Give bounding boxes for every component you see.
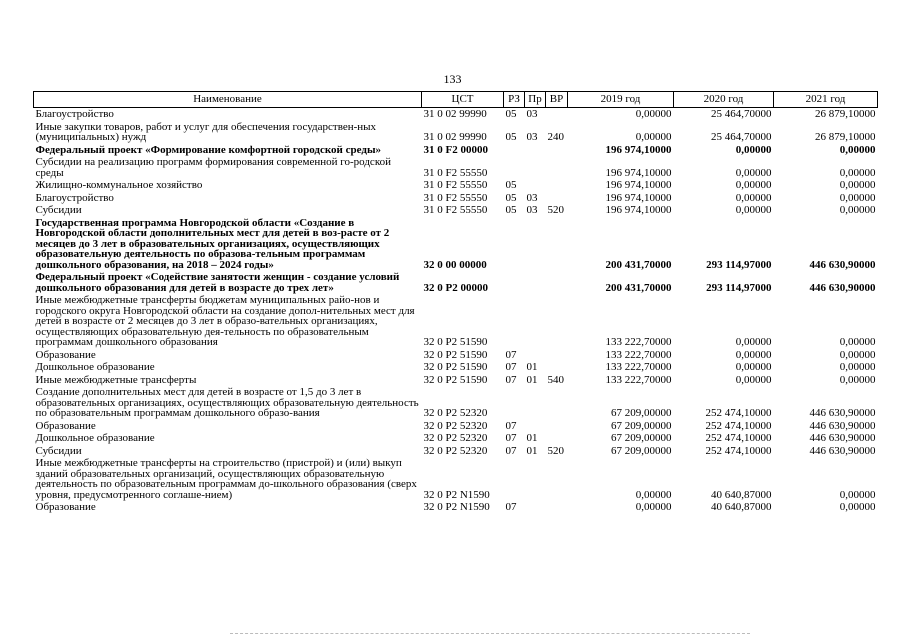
- cell-y2020: 0,00000: [735, 143, 772, 156]
- table-row: [34, 192, 878, 205]
- cell-pr: [525, 156, 546, 179]
- cell-y2021: 446 630,90000: [809, 444, 876, 457]
- cell-y2020: 0,00000: [735, 204, 772, 216]
- cell-pr: [525, 501, 546, 514]
- cell-cst: 32 0 P2 52320: [423, 432, 488, 444]
- cell-rz: 07: [505, 348, 517, 361]
- table-row: [34, 121, 878, 144]
- cell-y2019: 196 974,10000: [605, 191, 672, 204]
- cell-cst: 31 0 F2 55550: [423, 204, 488, 216]
- cell-rz: 05: [505, 191, 517, 204]
- cell-rz: [504, 156, 525, 179]
- cell-name: Образование: [35, 501, 96, 513]
- cell-name: Благоустройство: [35, 191, 114, 204]
- cell-name: Иные межбюджетные трансферты бюджетам муниципальных райо-нов и городского округа Новгородской области на создание допол-нительных мест для детей в возрасте от 2 месяцев до 3 лет в образо-вательных организациях, осуществляющих образовательную дея-тельность по образовательным программам дошкольного образования: [35, 294, 415, 348]
- cell-y2020: 0,00000: [735, 191, 772, 204]
- cell-name: Федеральный проект «Содействие занятости женщин - создание условий дошкольного образования для детей в возрасте до трех лет»: [35, 271, 400, 294]
- cell-cst: 31 0 F2 00000: [423, 143, 488, 156]
- cell-rz: 07: [505, 361, 517, 373]
- cell-y2021: 0,00000: [839, 166, 876, 179]
- cell-cst: 31 0 F2 55550: [423, 191, 488, 204]
- cell-vr: [546, 192, 568, 205]
- table-row: [34, 445, 878, 458]
- table-row: [34, 501, 878, 514]
- cell-pr: [525, 420, 546, 433]
- cell-y2021: 0,00000: [839, 488, 876, 501]
- cell-pr: [525, 179, 546, 192]
- cell-y2021: 446 630,90000: [809, 432, 876, 444]
- cell-y2020: 0,00000: [735, 361, 772, 373]
- cell-vr: 520: [547, 204, 564, 216]
- cell-pr: 03: [526, 191, 538, 204]
- table-row: [34, 386, 878, 420]
- cell-y2020: 293 114,97000: [706, 281, 772, 294]
- cell-y2021: 0,00000: [839, 336, 876, 348]
- cell-y2021: 0,00000: [839, 361, 876, 373]
- cell-y2021: 0,00000: [839, 373, 876, 386]
- table-row: [34, 361, 878, 374]
- cell-vr: [546, 432, 568, 445]
- cell-cst: 32 0 P2 N1590: [423, 488, 490, 501]
- cell-pr: 01: [526, 373, 538, 386]
- cell-y2020: 40 640,87000: [711, 488, 772, 501]
- cell-pr: 03: [526, 108, 538, 120]
- cell-rz: [504, 294, 525, 349]
- cell-rz: 05: [505, 179, 517, 191]
- cell-pr: 01: [526, 444, 538, 457]
- table-row: [34, 374, 878, 387]
- cell-y2020: 0,00000: [735, 348, 772, 361]
- cell-vr: [546, 457, 568, 501]
- header-cst: ЦСТ: [422, 92, 504, 108]
- cell-rz: [504, 271, 525, 294]
- cell-cst: 31 0 02 99990: [423, 108, 487, 120]
- cell-y2019: 133 222,70000: [605, 336, 672, 348]
- cell-cst: 32 0 P2 00000: [423, 281, 488, 294]
- cell-name: Субсидии: [35, 204, 82, 216]
- cell-y2020: 252 474,10000: [705, 444, 772, 457]
- header-name: Наименование: [34, 92, 422, 108]
- cell-name: Иные межбюджетные трансферты на строительство (пристрой) и (или) выкуп зданий образовательных организаций, осуществляющих образовательную деятельность по образовательным программам до-школьного образования (сверх уровня, предусмотренного соглаше-нием): [35, 457, 417, 501]
- cell-y2020: 25 464,70000: [711, 108, 772, 120]
- cell-vr: [546, 386, 568, 420]
- cell-y2021: 0,00000: [839, 501, 876, 513]
- header-2020: 2020 год: [674, 92, 774, 108]
- table-row: [34, 294, 878, 349]
- cell-y2020: 293 114,97000: [706, 258, 772, 271]
- cell-y2019: 67 209,00000: [611, 432, 672, 444]
- cell-rz: [504, 457, 525, 501]
- cell-y2019: 196 974,10000: [605, 143, 672, 156]
- cell-y2019: 200 431,70000: [605, 281, 672, 294]
- cell-pr: [525, 294, 546, 349]
- cell-cst: 32 0 00 00000: [423, 258, 487, 271]
- cell-y2021: 0,00000: [839, 179, 876, 191]
- cell-vr: [546, 108, 568, 121]
- cell-y2020: 252 474,10000: [705, 432, 772, 444]
- cell-cst: 32 0 P2 52320: [423, 444, 488, 457]
- cell-y2021: 446 630,90000: [809, 419, 876, 432]
- cell-vr: [546, 420, 568, 433]
- cell-y2019: 0,00000: [635, 108, 672, 120]
- cell-name: Государственная программа Новгородской области «Создание в Новгородской области дополнительных мест для детей в воз-расте от 2 месяцев до 3 лет в образовательных организациях, осуществляющих образовательную деятельность по образова-тельным программам дошкольного образования, на 2018 – 2024 годы»: [35, 216, 390, 271]
- cell-name: Субсидии на реализацию программ формирования современной го-родской среды: [35, 156, 391, 179]
- cell-name: Дошкольное образование: [35, 361, 155, 373]
- cell-y2020: 0,00000: [735, 179, 772, 191]
- cell-rz: 05: [505, 108, 517, 120]
- cell-cst: 32 0 P2 51590: [423, 336, 488, 348]
- table-body: [34, 108, 878, 514]
- cell-name: Образование: [35, 348, 96, 361]
- cell-y2021: 446 630,90000: [809, 281, 876, 294]
- cell-y2020: 0,00000: [735, 166, 772, 179]
- cell-y2019: 200 431,70000: [605, 258, 672, 271]
- cell-vr: [546, 179, 568, 192]
- table-row: [34, 420, 878, 433]
- cell-name: Федеральный проект «Формирование комфортной городской среды»: [35, 143, 382, 156]
- cell-vr: [546, 271, 568, 294]
- header-2021: 2021 год: [774, 92, 878, 108]
- cell-cst: 32 0 P2 51590: [423, 361, 488, 373]
- cell-y2019: 196 974,10000: [605, 204, 672, 216]
- cell-name: Благоустройство: [35, 108, 114, 120]
- cell-y2020: 40 640,87000: [711, 501, 772, 513]
- cell-cst: 32 0 P2 52320: [423, 419, 488, 432]
- cell-cst: 31 0 02 99990: [423, 131, 487, 143]
- cell-y2019: 67 209,00000: [611, 407, 672, 419]
- cell-cst: 32 0 P2 51590: [423, 373, 488, 386]
- cell-rz: 05: [505, 131, 517, 143]
- cell-vr: 540: [547, 373, 564, 386]
- cell-pr: 01: [526, 432, 538, 444]
- cell-name: Жилищно-коммунальное хозяйство: [35, 179, 203, 191]
- cell-name: Иные межбюджетные трансферты: [35, 373, 197, 386]
- cell-y2021: 26 879,10000: [815, 131, 876, 143]
- cell-pr: [525, 271, 546, 294]
- cell-cst: 32 0 P2 51590: [423, 348, 488, 361]
- budget-table: [33, 91, 878, 514]
- cell-vr: [546, 144, 568, 157]
- cell-pr: [525, 386, 546, 420]
- page-edge-trace: [230, 633, 750, 636]
- cell-y2020: 252 474,10000: [705, 407, 772, 419]
- cell-cst: 32 0 P2 52320: [423, 407, 488, 419]
- cell-pr: [525, 349, 546, 362]
- table-header: [34, 92, 878, 108]
- table-row: [34, 144, 878, 157]
- cell-rz: [504, 144, 525, 157]
- cell-vr: [546, 361, 568, 374]
- cell-vr: [546, 217, 568, 272]
- cell-name: Образование: [35, 419, 96, 432]
- header-rz: РЗ: [504, 92, 525, 108]
- cell-rz: 07: [505, 432, 517, 444]
- cell-vr: [546, 349, 568, 362]
- cell-y2021: 446 630,90000: [809, 258, 876, 271]
- table-row: [34, 271, 878, 294]
- cell-y2019: 133 222,70000: [605, 348, 672, 361]
- cell-y2020: 0,00000: [735, 373, 772, 386]
- cell-cst: 31 0 F2 55550: [423, 179, 488, 191]
- cell-rz: [504, 217, 525, 272]
- cell-y2019: 196 974,10000: [605, 179, 672, 191]
- cell-cst: 32 0 P2 N1590: [423, 501, 490, 513]
- cell-rz: [504, 386, 525, 420]
- cell-y2021: 0,00000: [839, 204, 876, 216]
- cell-y2019: 67 209,00000: [611, 419, 672, 432]
- cell-vr: 240: [547, 131, 564, 143]
- cell-rz: 07: [505, 419, 517, 432]
- cell-rz: 07: [505, 501, 517, 513]
- table-row: [34, 349, 878, 362]
- cell-pr: [525, 457, 546, 501]
- cell-pr: 03: [526, 204, 538, 216]
- cell-y2020: 252 474,10000: [705, 419, 772, 432]
- cell-y2020: 25 464,70000: [711, 131, 772, 143]
- cell-vr: [546, 156, 568, 179]
- page-number: 133: [443, 72, 462, 86]
- header-pr: Пр: [525, 92, 546, 108]
- cell-pr: [525, 144, 546, 157]
- cell-pr: 03: [526, 131, 538, 143]
- cell-vr: [546, 294, 568, 349]
- cell-rz: 05: [505, 204, 517, 216]
- table-row: [34, 156, 878, 179]
- cell-y2021: 0,00000: [839, 143, 876, 156]
- cell-y2019: 0,00000: [635, 501, 672, 513]
- cell-name: Субсидии: [35, 444, 82, 457]
- table-row: [34, 217, 878, 272]
- cell-pr: [525, 217, 546, 272]
- cell-y2019: 0,00000: [635, 131, 672, 143]
- cell-vr: [546, 501, 568, 514]
- cell-y2021: 26 879,10000: [815, 108, 876, 120]
- table-row: [34, 204, 878, 217]
- cell-rz: 07: [505, 373, 517, 386]
- table-row: [34, 108, 878, 121]
- cell-rz: 07: [505, 444, 517, 457]
- cell-y2021: 446 630,90000: [809, 407, 876, 419]
- cell-name: Дошкольное образование: [35, 432, 155, 444]
- cell-name: Создание дополнительных мест для детей в возрасте от 1,5 до 3 лет в образовательных организациях, осуществляющих образовательную деятельность по образовательным программам дошкольного образо-вания: [35, 386, 419, 419]
- cell-y2019: 133 222,70000: [605, 373, 672, 386]
- cell-y2019: 0,00000: [635, 488, 672, 501]
- cell-cst: 31 0 F2 55550: [423, 166, 488, 179]
- table-row: [34, 457, 878, 501]
- cell-vr: 520: [547, 444, 564, 457]
- table-row: [34, 432, 878, 445]
- cell-y2020: 0,00000: [735, 336, 772, 348]
- cell-y2021: 0,00000: [839, 191, 876, 204]
- header-vr: ВР: [546, 92, 568, 108]
- cell-y2019: 196 974,10000: [605, 166, 672, 179]
- cell-pr: 01: [526, 361, 538, 373]
- header-2019: 2019 год: [568, 92, 674, 108]
- cell-y2019: 133 222,70000: [605, 361, 672, 373]
- table-row: [34, 179, 878, 192]
- cell-name: Иные закупки товаров, работ и услуг для обеспечения государствен-ных (муниципальных) нужд: [35, 120, 377, 143]
- cell-y2019: 67 209,00000: [611, 444, 672, 457]
- cell-y2021: 0,00000: [839, 348, 876, 361]
